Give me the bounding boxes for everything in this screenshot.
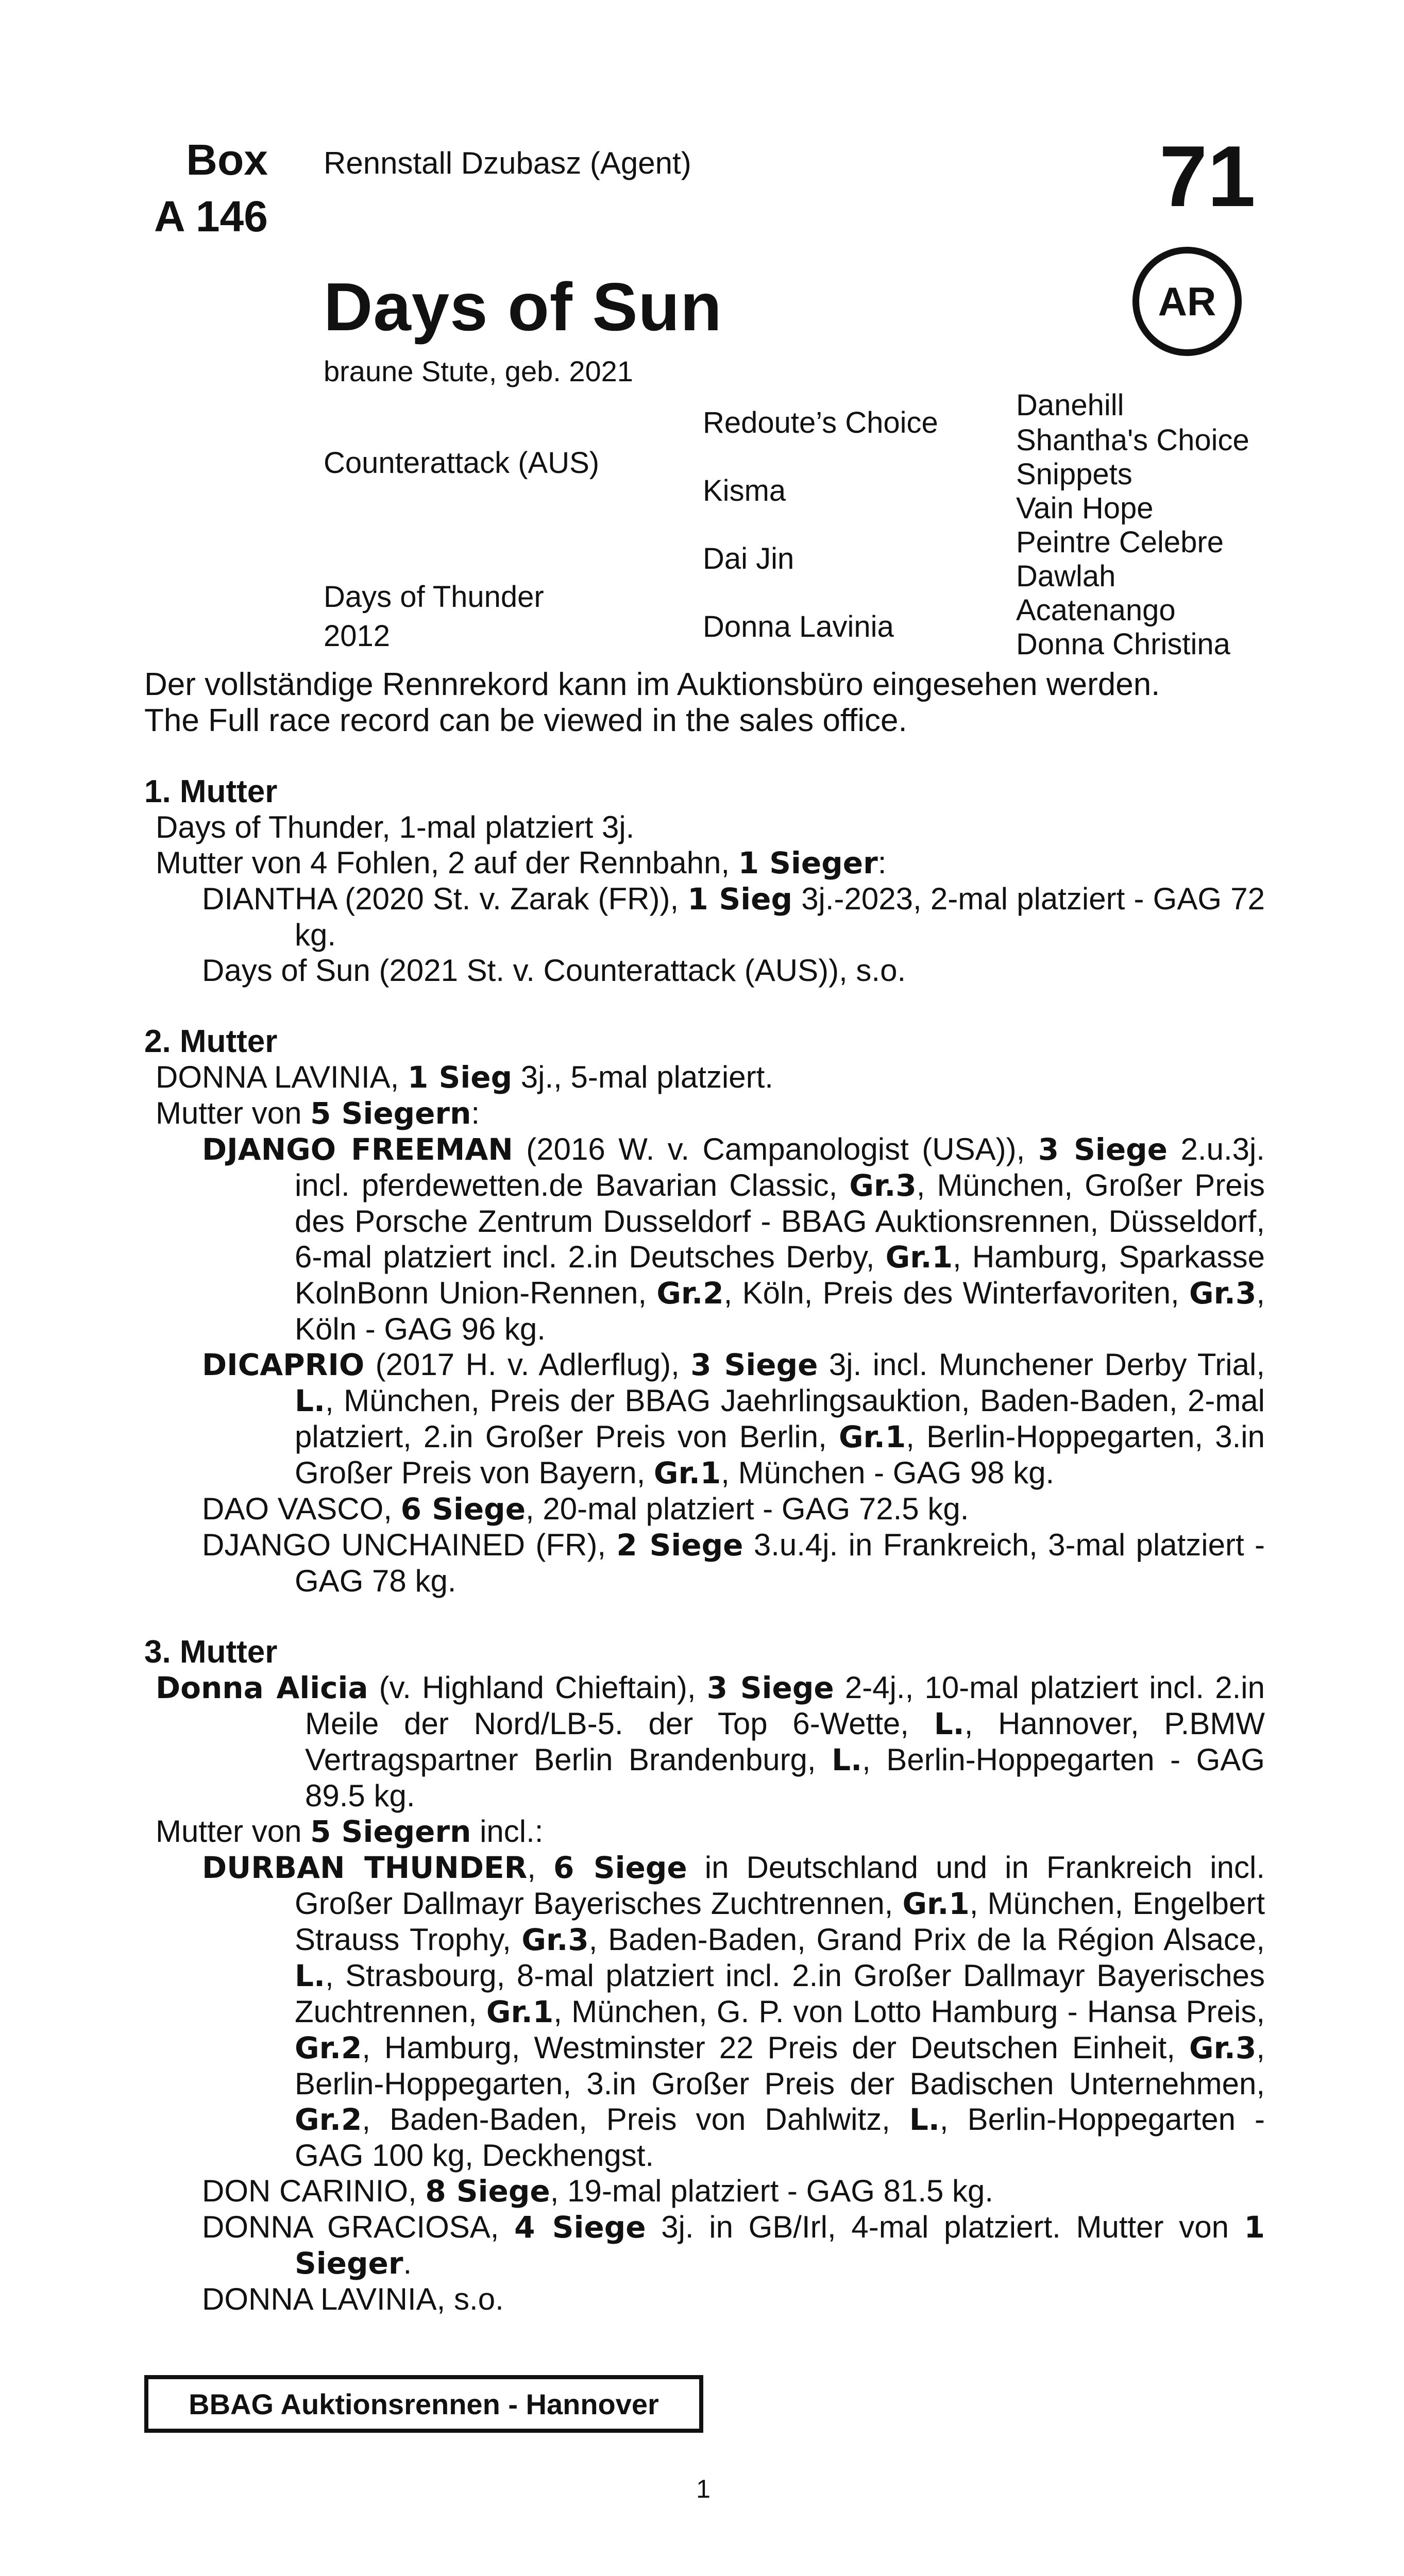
pedigree-ggdam-1: Shantha's Choice [1016, 423, 1249, 457]
dam-line-1: Days of Thunder, 1-mal platziert 3j. [156, 810, 635, 844]
produce-entry: DICAPRIO (2017 H. v. Adlerflug), 3 Siege 3j. incl. Munchener Derby Trial, L., München, Preis der BBAG Jaehrlingsauktion, Baden-Baden, 2-mal platziert, 2.in Großer Preis von Berlin, Gr.1, Berlin-Hoppegarten, 3.in Großer Preis von Bayern, Gr.1, München - GAG 98 kg. [202, 1347, 1265, 1490]
pedigree-ggdam-3: Dawlah [1016, 560, 1116, 593]
produce-entry: Days of Sun (2021 St. v. Counterattack (AUS)), s.o. [202, 953, 906, 988]
produce-entry: DJANGO FREEMAN (2016 W. v. Campanologist (USA)), 3 Siege 2.u.3j. incl. pferdewetten.de Bavarian Classic, Gr.3, München, Großer Preis des Porsche Zentrum Dusseldorf - BBAG Auktionsrennen, Düsseldorf, 6-mal platziert incl. 2.in Deutsches Derby, Gr.1, Hamburg, Sparkasse KolnBonn Union-Rennen, Gr.2, Köln, Preis des Winterfavoriten, Gr.3, Köln - GAG 96 kg. [202, 1132, 1265, 1346]
produce-entry: DONNA LAVINIA, s.o. [202, 2282, 504, 2316]
produce-entry: DONNA GRACIOSA, 4 Siege 3j. in GB/Irl, 4-mal platziert. Mutter von 1 Sieger. [202, 2210, 1265, 2281]
intro-de: Der vollständige Rennrekord kann im Auktionsbüro eingesehen werden. [144, 667, 1160, 702]
intro-note [144, 667, 1265, 739]
family-record [144, 774, 1265, 2317]
section-heading-2: 2. Mutter [144, 1024, 278, 1059]
dam-line-2: DONNA LAVINIA, 1 Sieg 3j., 5-mal platziert. [156, 1060, 773, 1095]
horse-name: Days of Sun [324, 269, 722, 345]
pedigree-ggsire-1: Danehill [1016, 388, 1124, 422]
produce-entry: DON CARINIO, 8 Siege, 19-mal platziert - GAG 81.5 kg. [202, 2174, 994, 2209]
ar-badge-label: AR [1158, 278, 1216, 324]
intro-en: The Full race record can be viewed in the sales office. [144, 703, 907, 738]
lot-number: 71 [1159, 128, 1256, 225]
page-number: 1 [696, 2475, 711, 2503]
pedigree-ggdam-4: Donna Christina [1016, 628, 1230, 661]
pedigree-ggsire-2: Snippets [1016, 457, 1132, 491]
pedigree-dam-dam: Donna Lavinia [703, 610, 894, 643]
produce-entry: DJANGO UNCHAINED (FR), 2 Siege 3.u.4j. in Frankreich, 3-mal platziert - GAG 78 kg. [202, 1528, 1265, 1598]
box-label: Box [186, 135, 268, 184]
horse-description: braune Stute, geb. 2021 [324, 355, 633, 387]
produce-entry: DURBAN THUNDER, 6 Siege in Deutschland und in Frankreich incl. Großer Dallmayr Bayerisches Zuchtrennen, Gr.1, München, Engelbert Strauss Trophy, Gr.3, Baden-Baden, Grand Prix de la Région Alsace, L., Strasbourg, 8-mal platziert incl. 2.in Großer Dallmayr Bayerisches Zuchtrennen, Gr.1, München, G. P. von Lotto Hamburg - Hansa Preis, Gr.2, Hamburg, Westminster 22 Preis der Deutschen Einheit, Gr.3, Berlin-Hoppegarten, 3.in Großer Preis der Badischen Unternehmen, Gr.2, Baden-Baden, Preis von Dahlwitz, L., Berlin-Hoppegarten - GAG 100 kg, Deckhengst. [202, 1850, 1265, 2173]
agent-name: Rennstall Dzubasz (Agent) [324, 146, 691, 180]
dam-produce-2: Mutter von 5 Siegern: [156, 1096, 480, 1131]
pedigree-dam-year: 2012 [324, 619, 391, 653]
race-eligibility-label: BBAG Auktionsrennen - Hannover [189, 2387, 659, 2420]
ar-badge [1132, 247, 1242, 356]
race-eligibility-box [144, 2375, 703, 2433]
pedigree-sire: Counterattack (AUS) [324, 446, 600, 480]
box-number: A 146 [154, 192, 268, 241]
section-heading-1: 1. Mutter [144, 774, 278, 809]
pedigree-dam: Days of Thunder [324, 580, 544, 614]
pedigree-ggdam-2: Vain Hope [1016, 492, 1154, 525]
produce-entry: DIANTHA (2020 St. v. Zarak (FR)), 1 Sieg 3j.-2023, 2-mal platziert - GAG 72 kg. [202, 882, 1265, 952]
pedigree-ggsire-4: Acatenango [1016, 594, 1176, 627]
produce-entry: DAO VASCO, 6 Siege, 20-mal platziert - GAG 72.5 kg. [202, 1492, 969, 1527]
dam-produce-1: Mutter von 4 Fohlen, 2 auf der Rennbahn, 1 Sieger: [156, 845, 887, 880]
pedigree-grandsire: Redoute’s Choice [703, 406, 938, 439]
section-heading-3: 3. Mutter [144, 1634, 278, 1670]
pedigree-granddam: Kisma [703, 474, 786, 507]
pedigree-ggsire-3: Peintre Celebre [1016, 526, 1224, 559]
dam-produce-3: Mutter von 5 Siegern incl.: [156, 1814, 544, 1849]
pedigree-dam-sire: Dai Jin [703, 542, 794, 575]
dam-line-3: Donna Alicia (v. Highland Chieftain), 3 Siege 2-4j., 10-mal platziert incl. 2.in Meile der Nord/LB-5. der Top 6-Wette, L., Hannover, P.BMW Vertragspartner Berlin Brandenburg, L., Berlin-Hoppegarten - GAG 89.5 kg. [156, 1670, 1265, 1813]
